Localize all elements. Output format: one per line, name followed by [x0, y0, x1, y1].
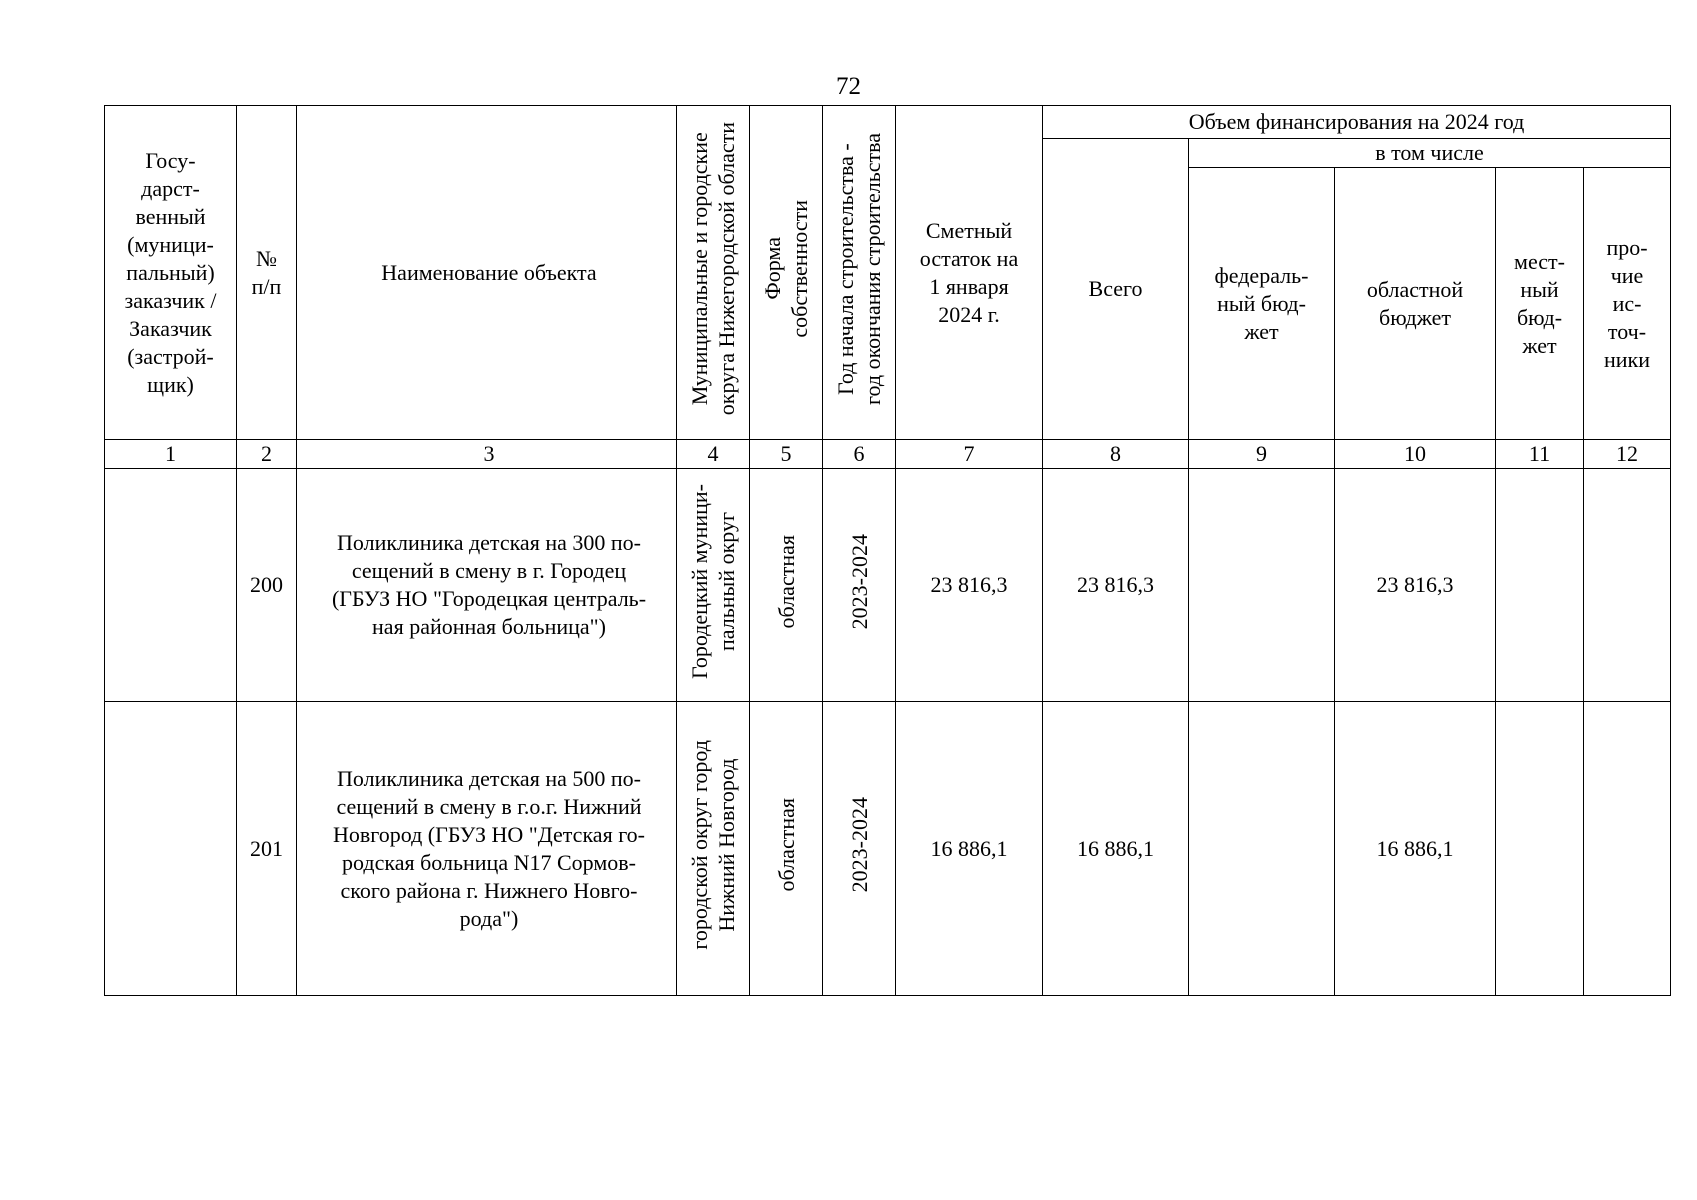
cell-federal [1189, 469, 1335, 702]
cell-years: 2023-2024 [846, 533, 872, 630]
cell-municipality: Городецкий муници- пальный округ [687, 484, 739, 679]
column-number: 11 [1496, 440, 1584, 469]
cell-ownership-wrap [750, 469, 823, 702]
cell-customer [105, 469, 237, 702]
header-estimate-balance: Сметный остаток на 1 января 2024 г. [896, 106, 1043, 440]
header-including: в том числе [1189, 139, 1671, 168]
header-years-cell [823, 106, 896, 440]
cell-regional: 16 886,1 [1335, 702, 1496, 996]
header-number: № п/п [237, 106, 297, 440]
header-object-name: Наименование объекта [297, 106, 677, 440]
column-number: 4 [677, 440, 750, 469]
cell-municipality-wrap [677, 469, 750, 702]
cell-ownership-wrap [750, 702, 823, 996]
cell-federal [1189, 702, 1335, 996]
header-construction-years: Год начала строительства - год окончания строительства [833, 133, 885, 405]
cell-other [1584, 702, 1671, 996]
header-customer: Госу- дарст- венный (муници- пальный) заказчик / Заказчик (застрой- щик) [105, 106, 237, 440]
column-number-row [105, 440, 1671, 469]
column-number: 1 [105, 440, 237, 469]
cell-total: 16 886,1 [1043, 702, 1189, 996]
cell-number: 200 [237, 469, 297, 702]
cell-years-wrap [823, 702, 896, 996]
cell-regional: 23 816,3 [1335, 469, 1496, 702]
header-municipality-cell [677, 106, 750, 440]
cell-object-name: Поликлиника детская на 300 по- сещений в смену в г. Городец (ГБУЗ НО "Городецкая централь- ная районная больница") [297, 469, 677, 702]
column-number: 7 [896, 440, 1043, 469]
cell-years: 2023-2024 [846, 797, 872, 893]
cell-total: 23 816,3 [1043, 469, 1189, 702]
cell-local [1496, 702, 1584, 996]
column-number: 8 [1043, 440, 1189, 469]
cell-number: 201 [237, 702, 297, 996]
cell-estimate-balance: 16 886,1 [896, 702, 1043, 996]
cell-local [1496, 469, 1584, 702]
cell-years-wrap [823, 469, 896, 702]
column-number: 12 [1584, 440, 1671, 469]
header-federal: федераль- ный бюд- жет [1189, 168, 1335, 440]
header-municipality: Муниципальные и городские округа Нижегородской области [687, 122, 739, 416]
header-regional: областной бюджет [1335, 168, 1496, 440]
construction-financing-table [104, 105, 1671, 996]
cell-estimate-balance: 23 816,3 [896, 469, 1043, 702]
header-other: про- чие ис- точ- ники [1584, 168, 1671, 440]
page-number: 72 [836, 73, 861, 100]
header-local: мест- ный бюд- жет [1496, 168, 1584, 440]
cell-other [1584, 469, 1671, 702]
cell-customer [105, 702, 237, 996]
column-number: 6 [823, 440, 896, 469]
header-row-1 [105, 106, 1671, 139]
cell-municipality: городской округ город Нижний Новгород [687, 740, 739, 950]
header-financing: Объем финансирования на 2024 год [1043, 106, 1671, 139]
table-row [105, 469, 1671, 702]
column-number: 10 [1335, 440, 1496, 469]
header-total: Всего [1043, 139, 1189, 440]
cell-ownership: областная [773, 534, 799, 629]
cell-object-name: Поликлиника детская на 500 по- сещений в смену в г.о.г. Нижний Новгород (ГБУЗ НО "Детская го- родская больница N17 Сормов- ского района г. Нижнего Новго- рода") [297, 702, 677, 996]
column-number: 2 [237, 440, 297, 469]
column-number: 5 [750, 440, 823, 469]
header-ownership-cell [750, 106, 823, 440]
header-ownership: Форма собственности [760, 200, 812, 338]
table-row [105, 702, 1671, 996]
cell-municipality-wrap [677, 702, 750, 996]
column-number: 9 [1189, 440, 1335, 469]
column-number: 3 [297, 440, 677, 469]
cell-ownership: областная [773, 798, 799, 892]
